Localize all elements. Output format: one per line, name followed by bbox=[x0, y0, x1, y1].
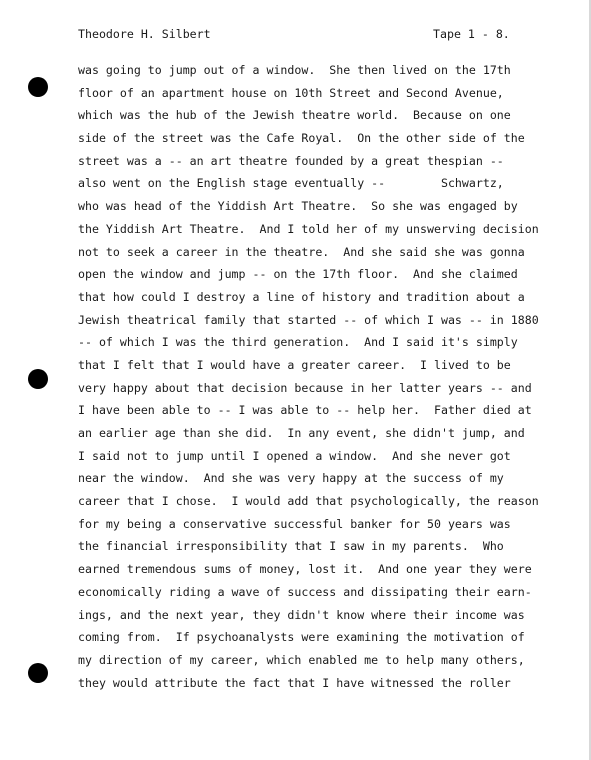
transcript-line: earned tremendous sums of money, lost it. And one year they were bbox=[78, 562, 532, 577]
transcript-line: my direction of my career, which enabled me to help many others, bbox=[78, 652, 525, 667]
transcript-line: coming from. If psychoanalysts were examining the motivation of bbox=[78, 630, 525, 645]
transcript-line: Jewish theatrical family that started -- of which I was -- in 1880 bbox=[78, 312, 539, 327]
transcript-line: they would attribute the fact that I have witnessed the roller bbox=[78, 675, 511, 690]
binder-hole-bottom bbox=[28, 663, 48, 683]
header-name: Theodore H. Silbert bbox=[78, 27, 211, 41]
transcript-body bbox=[78, 59, 573, 694]
transcript-line: open the window and jump -- on the 17th floor. And she claimed bbox=[78, 267, 518, 282]
binder-hole-middle bbox=[28, 369, 48, 389]
transcript-line: the Yiddish Art Theatre. And I told her of my unswerving decision bbox=[78, 221, 539, 236]
transcript-line: ings, and the next year, they didn't know where their income was bbox=[78, 607, 525, 622]
transcript-line: near the window. And she was very happy at the success of my bbox=[78, 471, 504, 486]
transcript-line: that how could I destroy a line of history and tradition about a bbox=[78, 289, 525, 304]
transcript-line: was going to jump out of a window. She then lived on the 17th bbox=[78, 63, 511, 77]
transcript-line: for my being a conservative successful banker for 50 years was bbox=[78, 516, 511, 531]
transcript-line: career that I chose. I would add that psychologically, the reason bbox=[78, 494, 539, 509]
transcript-line: I have been able to -- I was able to -- help her. Father died at bbox=[78, 403, 532, 418]
transcript-line: economically riding a wave of success and dissipating their earn- bbox=[78, 584, 532, 599]
transcript-line: street was a -- an art theatre founded by a great thespian -- bbox=[78, 153, 504, 168]
header-tape-number: Tape 1 - 8. bbox=[433, 27, 510, 41]
transcript-line: an earlier age than she did. In any event, she didn't jump, and bbox=[78, 426, 525, 440]
transcript-line: also went on the English stage eventually -- Schwartz, bbox=[78, 176, 504, 191]
transcript-line: who was head of the Yiddish Art Theatre. So she was engaged by bbox=[78, 199, 518, 214]
transcript-line: the financial irresponsibility that I saw in my parents. Who bbox=[78, 539, 504, 554]
transcript-line: not to seek a career in the theatre. And she said she was gonna bbox=[78, 244, 525, 259]
transcript-line: I said not to jump until I opened a window. And she never got bbox=[78, 448, 511, 463]
transcript-line: -- of which I was the third generation. And I said it's simply bbox=[78, 335, 518, 350]
transcript-line: which was the hub of the Jewish theatre world. Because on one bbox=[78, 108, 511, 123]
transcript-line: floor of an apartment house on 10th Street and Second Avenue, bbox=[78, 85, 504, 100]
transcript-line: that I felt that I would have a greater career. I lived to be bbox=[78, 357, 511, 372]
transcript-line: very happy about that decision because in her latter years -- and bbox=[78, 380, 532, 395]
transcript-line: side of the street was the Cafe Royal. On the other side of the bbox=[78, 131, 525, 146]
binder-hole-top bbox=[28, 77, 48, 97]
